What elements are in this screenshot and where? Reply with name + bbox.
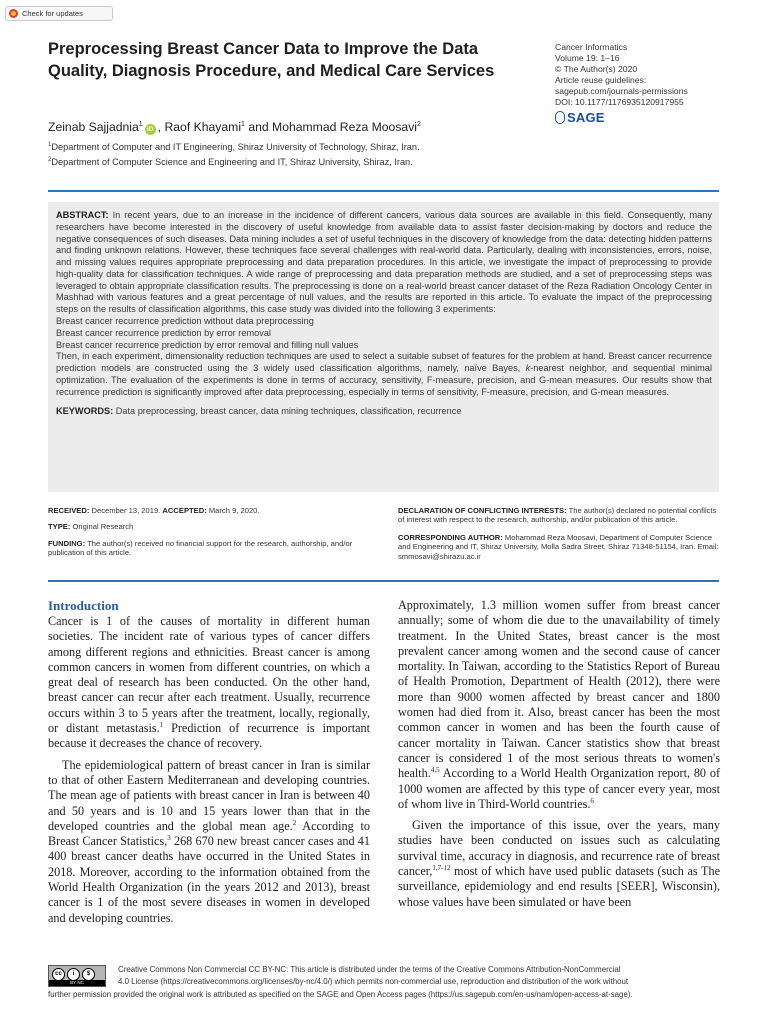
funding bbox=[48, 539, 378, 558]
check-for-updates-badge[interactable] bbox=[5, 6, 113, 21]
body-divider bbox=[48, 580, 719, 582]
sage-logo-text: SAGE bbox=[567, 110, 605, 125]
corresponding-label: CORRESPONDING AUTHOR: bbox=[398, 532, 503, 542]
body-column-right bbox=[398, 598, 720, 910]
header-divider bbox=[48, 190, 719, 192]
nc-icon: $ bbox=[82, 968, 95, 981]
article-type bbox=[48, 522, 378, 531]
journal-meta bbox=[555, 42, 760, 109]
section-heading-introduction: Introduction bbox=[48, 598, 119, 613]
body-paragraph bbox=[398, 818, 720, 910]
cc-icon: cc bbox=[52, 968, 65, 981]
citation-ref[interactable]: 1 bbox=[159, 721, 164, 730]
received-label: RECEIVED: bbox=[48, 506, 90, 515]
body-column-left bbox=[48, 598, 370, 926]
received-date: December 13, 2019. bbox=[91, 506, 161, 515]
keywords-label: KEYWORDS: bbox=[56, 405, 114, 416]
orcid-icon[interactable]: iD bbox=[145, 124, 156, 135]
abstract-text-2b: -nearest neighbor, and sequential minimal optimization. The evaluation of the experiments is done in terms of accuracy, sensitivity, F-measure, precision, and G-mean measures. Our results show that recurrence prediction is significantly improved after data preprocessing, especially in terms of sensitivity, F-measure, precision, and G-mean measures. bbox=[56, 363, 712, 397]
body-paragraph bbox=[48, 614, 370, 752]
citation-ref[interactable]: 6 bbox=[590, 796, 594, 805]
author-3-affiliation: 2 bbox=[417, 120, 421, 128]
accepted-date: March 9, 2020. bbox=[208, 506, 260, 515]
body-text: According to a World Health Organization report, 80 of 1000 women are affected by this type of cancer every year, most of whom live in Third-World countries. bbox=[398, 766, 720, 811]
conflict-of-interest bbox=[398, 506, 720, 525]
author-2-affiliation: 1 bbox=[241, 120, 245, 128]
author-1: Zeinab Sajjadnia bbox=[48, 120, 139, 134]
journal-reuse: Article reuse guidelines: bbox=[555, 75, 647, 86]
received-accepted bbox=[48, 506, 378, 515]
abstract-list-item: Breast cancer recurrence prediction by error removal bbox=[56, 327, 271, 338]
author-3: and Mohammad Reza Moosavi bbox=[244, 120, 417, 134]
journal-permissions-link[interactable]: sagepub.com/journals-permissions bbox=[555, 86, 688, 97]
sage-s-icon bbox=[555, 111, 565, 124]
accepted-label: ACCEPTED: bbox=[162, 506, 207, 515]
body-text: Prediction of recurrence is important because it decreases the chance of recovery. bbox=[48, 721, 370, 751]
abstract-box bbox=[48, 202, 719, 492]
journal-doi[interactable]: DOI: 10.1177/1176935120917955 bbox=[555, 97, 684, 108]
corresponding-author bbox=[398, 533, 720, 561]
affiliation-1 bbox=[48, 139, 420, 154]
body-text: Approximately, 1.3 million women suffer from breast cancer annually; some of whom die due to the unavailability of timely treatment. In the United States, breast cancer is the most prevalent cancer among women and the second cause of cancer mortality. In Taiwan, according to the Statistics Report of Bureau of Health Promotion, Department of Health (2012), there were more than 9000 women affected by breast cancer and 1800 women had died from it. Also, breast cancer has been the most common cancer in women and has been the fourth cause of cancer mortality in Taiwan. Cancer statistics show that breast cancer is considered 1 of the most serious threats to women's health. bbox=[398, 598, 720, 781]
license-text bbox=[48, 964, 720, 1001]
cc-by-nc-badge[interactable] bbox=[48, 965, 106, 987]
sage-logo bbox=[555, 110, 605, 125]
abstract-text-2-italic: k bbox=[525, 363, 531, 374]
abstract-label: ABSTRACT: bbox=[56, 210, 109, 220]
journal-name: Cancer Informatics bbox=[555, 42, 628, 52]
affiliation-1-text: Department of Computer and IT Engineering, Shiraz University of Technology, Shiraz, Iran. bbox=[51, 142, 420, 153]
corresponding-text: Mohammad Reza Moosavi, Department of Computer Science and Engineering and IT, Shiraz University, Molla Sadra Street, Shiraz 71348-51154, Iran. Email: smmosavi@shirazu.ac.ir bbox=[398, 532, 719, 561]
citation-ref[interactable]: 2 bbox=[292, 818, 297, 827]
affiliation-2-text: Department of Computer Science and Engineering and IT, Shiraz University, Shiraz, Iran. bbox=[51, 157, 413, 168]
license-line-1: Creative Commons Non Commercial CC BY-NC: This article is distributed under the terms of the Creative Commons Attribution-NonCommercial bbox=[118, 965, 621, 974]
abstract-paragraph-2 bbox=[56, 351, 712, 398]
journal-volume: Volume 19: 1–16 bbox=[555, 53, 620, 64]
by-icon: i bbox=[67, 968, 80, 981]
article-meta-right bbox=[398, 506, 720, 569]
citation-ref[interactable]: 4,5 bbox=[430, 766, 440, 775]
conflict-text: The author(s) declared no potential conflicts of interest with respect to the research, authorship, and/or publication of this article. bbox=[398, 506, 717, 525]
author-1-affiliation: 1 bbox=[138, 120, 143, 128]
author-list bbox=[48, 120, 421, 135]
crossmark-icon bbox=[9, 9, 18, 18]
body-text: Given the importance of this issue, over the years, many studies have been conducted on issues such as calculating survival time, accuracy in diagnosis, and recurrence rate of breast cancer, bbox=[398, 818, 720, 879]
keywords-text: Data preprocessing, breast cancer, data mining techniques, classification, recurrence bbox=[115, 405, 462, 416]
funding-text: The author(s) received no financial support for the research, authorship, and/or publication of this article. bbox=[48, 538, 353, 558]
funding-label: FUNDING: bbox=[48, 538, 86, 548]
affiliation-2 bbox=[48, 154, 420, 169]
cc-badge-label: BY NC bbox=[49, 980, 105, 986]
body-text: Cancer is 1 of the causes of mortality in different human societies. The incident rate of various types of cancer differs among different regions and ethnicities. Breast cancer is among common cancers in women from different countries, on which a great deal of research has been conducted. On the other hand, breast cancer can recur after each treatment. Usually, recurrence occurs within 3 to 5 years after the treatment, locally, regionally, or distant metastasis. bbox=[48, 614, 370, 736]
check-for-updates-label: Check for updates bbox=[22, 9, 83, 18]
license-line-3: further permission provided the original work is attributed as specified on the SAGE and Open Access pages (https://us.sagepub.com/en-us/nam/open-access-at-sage). bbox=[48, 989, 633, 999]
affiliation-1-number: 1 bbox=[48, 142, 52, 148]
body-text: The epidemiological pattern of breast cancer in Iran is similar to that of other Eastern Mediterranean and developing countries. The mean age of patients with breast cancer in Iran is between 40 and 50 years and is 10 and 15 years lower than that in the developed countries and the global mean age. bbox=[48, 757, 370, 833]
type-value: Original Research bbox=[72, 522, 134, 532]
license-line-2: 4.0 License (https://creativecommons.org/licenses/by-nc/4.0/) which permits non-commercial use, reproduction and distribution of the work without bbox=[118, 977, 629, 987]
journal-copyright: © The Author(s) 2020 bbox=[555, 64, 638, 75]
abstract-list-item: Breast cancer recurrence prediction by error removal and filling null values bbox=[56, 339, 359, 350]
abstract-list-item: Breast cancer recurrence prediction without data preprocessing bbox=[56, 316, 314, 327]
body-text: most of which have used public datasets (such as The surveillance, epidemiology and end results [SEER], Wisconsin), whose values have been simulated or have been bbox=[398, 864, 720, 909]
keywords bbox=[56, 406, 712, 418]
affiliation-2-number: 2 bbox=[48, 157, 52, 164]
conflict-label: DECLARATION OF CONFLICTING INTERESTS: bbox=[398, 506, 567, 515]
type-label: TYPE: bbox=[48, 522, 71, 532]
abstract-text-2a: Then, in each experiment, dimensionality reduction techniques are used to select a suitable subset of features for the problem at hand. Breast cancer recurrence prediction models are constructed using the 3 widely used classification algorithms, namely, naïve Bayes, bbox=[56, 351, 712, 374]
abstract-paragraph-1 bbox=[56, 210, 712, 316]
citation-ref[interactable]: 3 bbox=[167, 834, 171, 843]
article-meta-left bbox=[48, 506, 378, 565]
affiliations bbox=[48, 139, 420, 169]
paper-title: Preprocessing Breast Cancer Data to Improve the Data Quality, Diagnosis Procedure, and Medical Care Services bbox=[48, 40, 495, 80]
citation-ref[interactable]: 1,7-12 bbox=[432, 863, 451, 872]
abstract-text-1: In recent years, due to an increase in the incidence of different cancers, various data sources are available in this field. Consequently, many researchers have become interested in the discovery of useful knowledge from available data to assist faster decision-making by doctors and reduce the negative consequences of such diseases. Data mining includes a set of useful techniques in the discovery of knowledge from the data: detecting hidden patterns and finding unknown relations. However, these techniques face several challenges with real-world data. Particularly, dealing with inconsistencies, errors, noise, and missing values requires appropriate preprocessing and data preparation procedures. In this article, we investigate the impact of preprocessing to provide high-quality data for classification techniques. A wide range of preprocessing and data preparation methods are studied, and a set of preprocessing steps was leveraged to obtain appropriate classification results. The preprocessing is done on a real-world breast cancer dataset of the Reza Radiation Oncology Center in Mashhad with various features and a great percentage of null values, and the results are reported in this article. To evaluate the impact of the preprocessing steps on the results of classification algorithms, this case study was divided into the following 3 experiments: bbox=[56, 210, 712, 315]
body-text: According to Breast Cancer Statistics, bbox=[48, 818, 370, 849]
body-paragraph bbox=[398, 598, 720, 812]
body-text: 268 670 new breast cancer cases and 41 400 breast cancer deaths have occurred in the United States in 2018. Moreover, according to the information obtained from the World Health Organization (in the years 2012 and 2013), breast cancer is 1 of the most severe diseases in women in developed and developing countries. bbox=[48, 834, 370, 925]
license-footer bbox=[48, 964, 720, 1001]
author-2: , Raof Khayami bbox=[157, 120, 242, 134]
body-paragraph bbox=[48, 758, 370, 926]
